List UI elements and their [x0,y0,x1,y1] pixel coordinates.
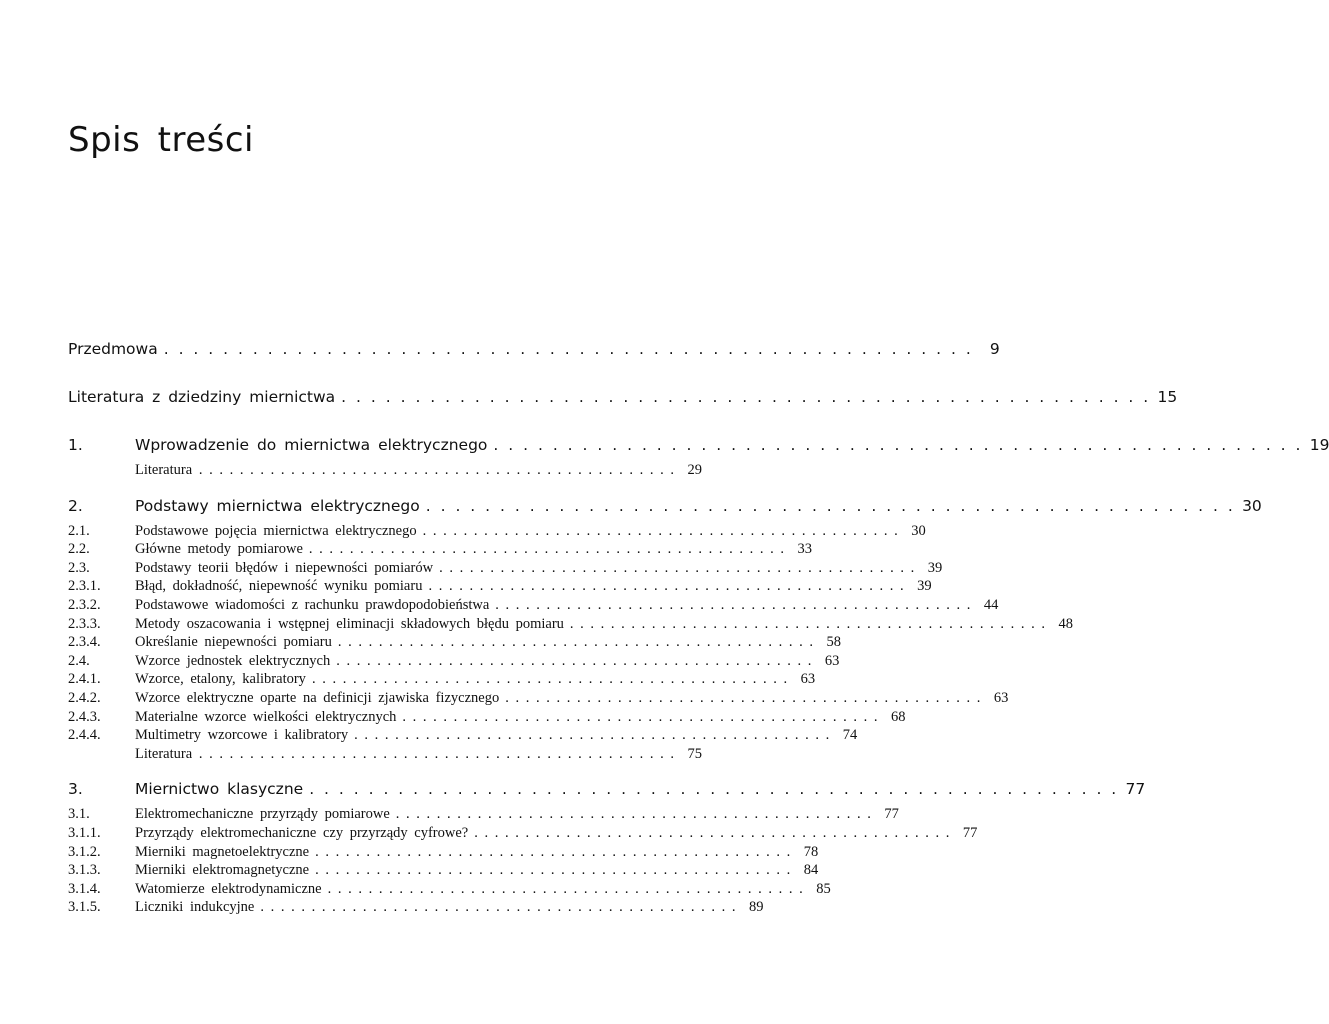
entry-title: Metody oszacowania i wstępnej eliminacji składowych błędu pomiaru [135,615,564,632]
entry-title: Wzorce jednostek elektrycznych [135,652,331,669]
dot-leader: . . . . . . . . . . . . . . . . . . . . . . . . . . . . . . . . . . . . . . . . . . . . . . . . . . . . . . . [309,780,1118,799]
entry-number: 2.4.4. [68,727,101,744]
page-number: 63 [993,689,1009,706]
dot-leader: . . . . . . . . . . . . . . . . . . . . . . . . . . . . . . . . . . . . . . . . . . . . . . . [395,806,871,823]
section-row[interactable] [68,899,764,918]
dot-leader: . . . . . . . . . . . . . . . . . . . . . . . . . . . . . . . . . . . . . . . . . . . . . . . [354,727,830,744]
section-row[interactable] [68,727,858,746]
section-row[interactable] [68,746,702,765]
page-number: 77 [884,806,899,823]
chapter-row[interactable] [68,436,1329,462]
dot-leader: . . . . . . . . . . . . . . . . . . . . . . . . . . . . . . . . . . . . . . . . . . . . . . . . . . . . . . . [163,340,972,358]
entry-title: Podstawy miernictwa elektrycznego [135,496,420,515]
entry-number: 2.4. [68,652,90,669]
entry-title: Elektromechaniczne przyrządy pomiarowe [135,806,390,823]
entry-number: 3. [68,780,83,799]
section-row[interactable] [68,689,1009,709]
entry-title: Materialne wzorce wielkości elektrycznych [135,708,397,725]
page-number: 63 [800,671,816,688]
dot-leader: . . . . . . . . . . . . . . . . . . . . . . . . . . . . . . . . . . . . . . . . . . . . . . . [337,634,813,651]
entry-number: 3.1.1. [68,824,101,841]
entry-number: 2.2. [68,541,90,558]
entry-title: Literatura z dziedziny miernictwa [68,388,336,406]
entry-title: Liczniki indukcyjne [135,899,255,916]
page-number: 77 [1125,780,1146,799]
page-number: 77 [962,824,978,841]
entry-title: Mierniki elektromagnetyczne [135,862,310,879]
dot-leader: . . . . . . . . . . . . . . . . . . . . . . . . . . . . . . . . . . . . . . . . . . . . . . . [428,578,904,595]
page-number: 48 [1058,615,1074,632]
section-row[interactable] [68,806,899,825]
section-row[interactable] [68,522,926,542]
entry-title: Podstawowe pojęcia miernictwa elektrycznego [135,522,417,539]
entry-number: 1. [68,436,83,454]
page-number: 84 [803,862,819,879]
page-number: 85 [816,880,831,897]
entry-title: Główne metody pomiarowe [135,541,303,558]
section-row[interactable] [68,462,702,481]
page-number: 39 [917,578,932,595]
page-number: 89 [749,899,764,916]
page-number: 58 [826,634,841,651]
section-row[interactable] [68,843,819,863]
entry-number: 3.1. [68,806,90,823]
page-number: 68 [891,708,906,725]
dot-leader: . . . . . . . . . . . . . . . . . . . . . . . . . . . . . . . . . . . . . . . . . . . . . . . [336,652,812,669]
dot-leader: . . . . . . . . . . . . . . . . . . . . . . . . . . . . . . . . . . . . . . . . . . . . . . . [308,541,785,558]
entry-number: 2.4.2. [68,689,101,706]
page-number: 9 [989,340,1000,358]
page-number: 75 [687,745,702,762]
entry-number: 2.1. [68,522,90,539]
page-number: 33 [797,541,813,558]
entry-title: Przedmowa [68,340,158,358]
entry-number: 3.1.2. [68,843,101,860]
entry-title: Wzorce, etalony, kalibratory [135,671,306,688]
section-row[interactable] [68,862,819,881]
front-matter-row[interactable] [68,340,1000,366]
entry-number: 2.3.3. [68,615,101,632]
entry-title: Watomierze elektrodynamiczne [135,880,322,897]
page-number: 15 [1157,388,1178,406]
dot-leader: . . . . . . . . . . . . . . . . . . . . . . . . . . . . . . . . . . . . . . . . . . . . . . . [402,708,878,725]
page-number: 30 [1242,496,1262,515]
dot-leader: . . . . . . . . . . . . . . . . . . . . . . . . . . . . . . . . . . . . . . . . . . . . . . . [505,689,981,706]
section-row[interactable] [68,652,840,672]
page-number: 44 [983,596,999,613]
entry-title: Miernictwo klasyczne [135,780,304,799]
table-of-contents [68,340,1329,918]
entry-title: Podstawy teorii błędów i niepewności pomiarów [135,559,434,576]
entry-title: Przyrządy elektromechaniczne czy przyrządy cyfrowe? [135,824,469,841]
page-number: 74 [842,727,858,744]
page-number: 19 [1309,436,1329,454]
dot-leader: . . . . . . . . . . . . . . . . . . . . . . . . . . . . . . . . . . . . . . . . . . . . . . . [474,824,950,841]
dot-leader: . . . . . . . . . . . . . . . . . . . . . . . . . . . . . . . . . . . . . . . . . . . . . . . . . . . . . . . [493,436,1302,454]
entry-title: Podstawowe wiadomości z rachunku prawdopodobieństwa [135,596,490,613]
dot-leader: . . . . . . . . . . . . . . . . . . . . . . . . . . . . . . . . . . . . . . . . . . . . . . . [422,522,898,539]
section-row[interactable] [68,708,906,728]
entry-title: Mierniki magnetoelektryczne [135,843,310,860]
entry-title: Określanie niepewności pomiaru [135,634,332,651]
entry-number: 2.3.4. [68,634,101,651]
dot-leader: . . . . . . . . . . . . . . . . . . . . . . . . . . . . . . . . . . . . . . . . . . . . . . . . . . . . . . . [425,496,1234,515]
chapter-row[interactable] [68,496,1262,523]
section-row[interactable] [68,880,831,900]
entry-number: 3.1.5. [68,899,101,916]
dot-leader: . . . . . . . . . . . . . . . . . . . . . . . . . . . . . . . . . . . . . . . . . . . . . . . [569,615,1046,632]
entry-number: 2.3.2. [68,596,101,613]
entry-title: Multimetry wzorcowe i kalibratory [135,727,349,744]
entry-title: Błąd, dokładność, niepewność wyniku pomiaru [135,578,423,595]
section-row[interactable] [68,671,816,690]
dot-leader: . . . . . . . . . . . . . . . . . . . . . . . . . . . . . . . . . . . . . . . . . . . . . . . [198,462,674,478]
entry-title: Literatura [135,462,193,478]
entry-number: 2.4.1. [68,671,101,688]
entry-number: 3.1.3. [68,862,101,879]
dot-leader: . . . . . . . . . . . . . . . . . . . . . . . . . . . . . . . . . . . . . . . . . . . . . . . [315,862,791,879]
entry-title: Wzorce elektryczne oparte na definicji zjawiska fizycznego [135,689,500,706]
entry-number: 3.1.4. [68,880,101,897]
entry-number: 2.3.1. [68,578,101,595]
dot-leader: . . . . . . . . . . . . . . . . . . . . . . . . . . . . . . . . . . . . . . . . . . . . . . . [327,880,803,897]
section-row[interactable] [68,559,943,579]
page-number: 39 [927,559,943,576]
section-row[interactable] [68,615,1074,635]
front-matter-row[interactable] [68,388,1178,414]
page-number: 29 [687,462,702,478]
dot-leader: . . . . . . . . . . . . . . . . . . . . . . . . . . . . . . . . . . . . . . . . . . . . . . . [260,899,736,916]
page-number: 30 [911,522,926,539]
dot-leader: . . . . . . . . . . . . . . . . . . . . . . . . . . . . . . . . . . . . . . . . . . . . . . . [311,671,788,688]
section-row[interactable] [68,596,999,616]
dot-leader: . . . . . . . . . . . . . . . . . . . . . . . . . . . . . . . . . . . . . . . . . . . . . . . [315,843,791,860]
page-number: 63 [824,652,840,669]
entry-number: 2. [68,496,83,515]
entry-number: 2.4.3. [68,708,101,725]
section-row[interactable] [68,578,932,597]
entry-title: Literatura [135,745,193,762]
section-row[interactable] [68,541,813,560]
section-row[interactable] [68,824,978,844]
page-number: 78 [803,843,819,860]
section-row[interactable] [68,634,841,653]
chapter-row[interactable] [68,780,1146,806]
dot-leader: . . . . . . . . . . . . . . . . . . . . . . . . . . . . . . . . . . . . . . . . . . . . . . . [495,596,971,613]
entry-number: 2.3. [68,559,90,576]
dot-leader: . . . . . . . . . . . . . . . . . . . . . . . . . . . . . . . . . . . . . . . . . . . . . . . [439,559,915,576]
entry-title: Wprowadzenie do miernictwa elektrycznego [135,436,488,454]
page-title: Spis treści [68,120,254,160]
dot-leader: . . . . . . . . . . . . . . . . . . . . . . . . . . . . . . . . . . . . . . . . . . . . . . . [198,745,674,762]
dot-leader: . . . . . . . . . . . . . . . . . . . . . . . . . . . . . . . . . . . . . . . . . . . . . . . . . . . . . . . [341,388,1150,406]
